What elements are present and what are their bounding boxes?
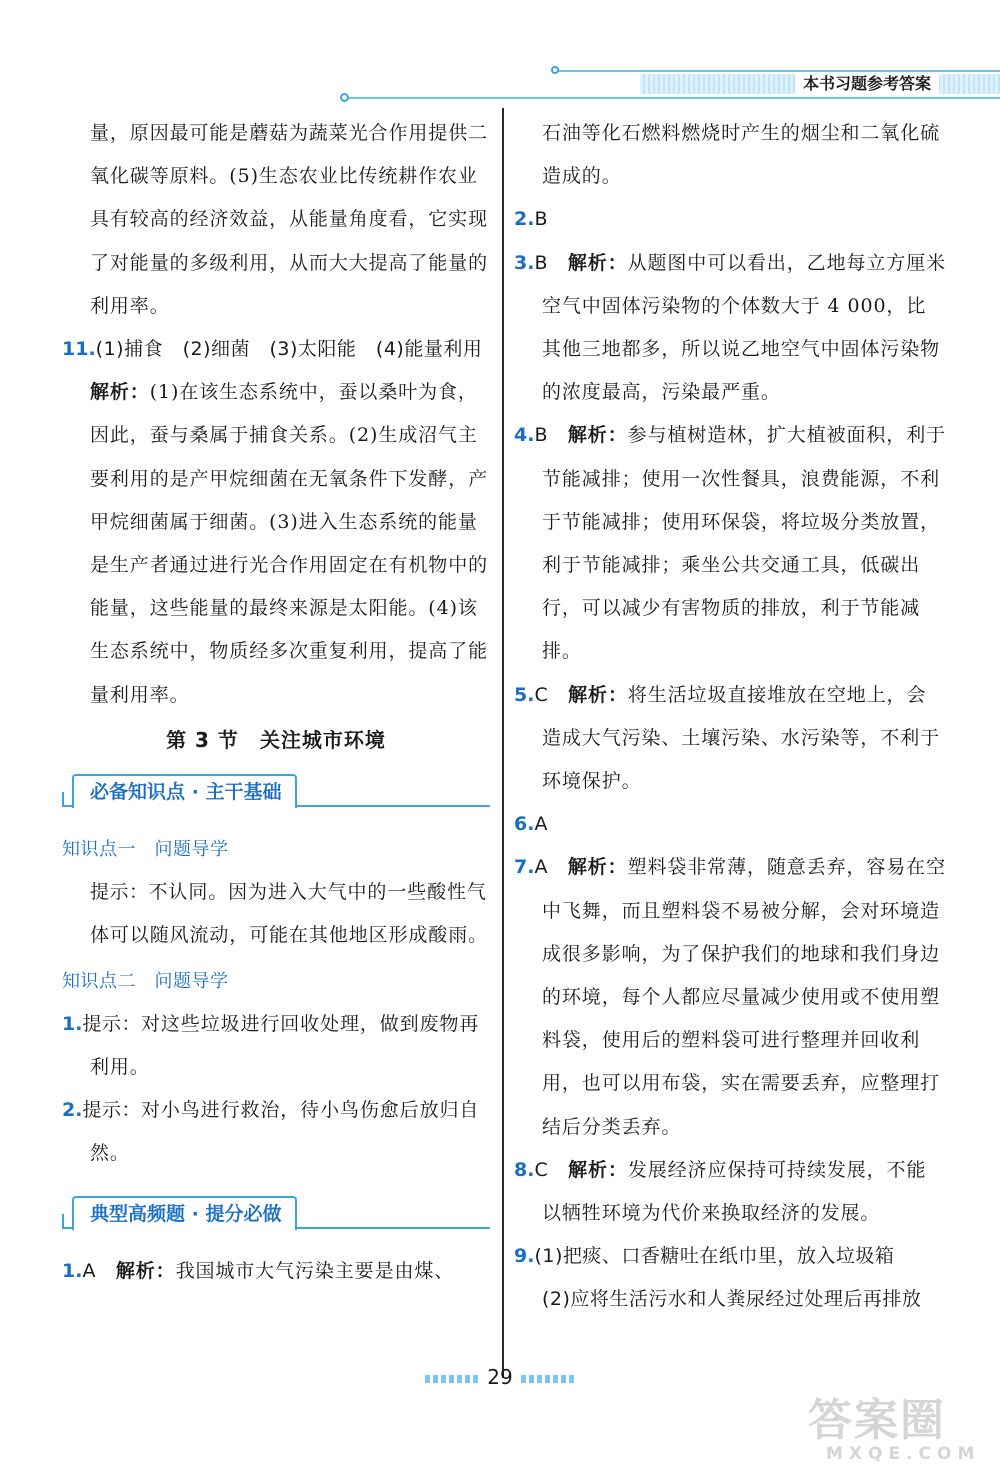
q9-line-2: (2)应将生活污水和人粪尿经过处理后再排放	[542, 1288, 922, 1311]
banner-essential-knowledge	[62, 774, 490, 814]
item-number: 7.	[514, 856, 535, 879]
knowledge-point-2-title: 知识点二 问题导学	[62, 970, 229, 992]
item-number: 3.	[514, 251, 535, 274]
item-text: 参与植树造林，扩大植被面积，利于节能减排；使用一次性餐具，浪费能源，不利于节能减排；使用环保袋，将垃圾分类放置，利于节能减排；乘坐公共交通工具，低碳出行，可以减少有害物质的排放，利于节能减排。	[542, 424, 947, 663]
item-text: 将生活垃圾直接堆放在空地上，会造成大气污染、土壤污染、水污染等，不利于环境保护。	[542, 683, 941, 793]
banner-title: 必备知识点 · 主干基础	[72, 774, 297, 808]
item-text: 从题图中可以看出，乙地每立方厘米空气中固体污染物的个体数大于 4 000，比其他三地都多，所以说乙地空气中固体污染物的浓度最高，污染最严重。	[542, 251, 947, 404]
q9-line-1	[514, 1235, 946, 1278]
kp2-item-number: 1.	[62, 1012, 83, 1035]
hint-text: 对这些垃圾进行回收处理，做到废物再利用。	[90, 1012, 480, 1079]
analysis-label: 解析：	[567, 251, 628, 274]
hint-label: 提示：	[90, 881, 149, 904]
q11-number: 11.	[62, 338, 96, 361]
q11-answer	[62, 328, 490, 371]
hint-text: 对小鸟进行救治，待小鸟伤愈后放归自然。	[90, 1099, 480, 1165]
item-number: 2.	[514, 208, 535, 231]
page-number: 29	[487, 1365, 513, 1389]
q1-continuation: 石油等化石燃料燃烧时产生的烟尘和二氧化硫造成的。	[542, 122, 941, 188]
hint-label: 提示：	[82, 1012, 141, 1035]
left-column	[62, 112, 490, 1293]
item-number: 4.	[514, 424, 535, 447]
analysis-label: 解析：	[568, 683, 628, 706]
kp2-item-number: 2.	[62, 1099, 83, 1122]
item-number: 6.	[514, 813, 535, 836]
analysis-label: 解析：	[90, 381, 150, 404]
item-choice: B	[534, 208, 548, 231]
answer-item	[514, 198, 946, 241]
page-header	[0, 62, 1000, 106]
section-title: 第 3 节 关注城市环境	[166, 727, 386, 752]
answer-item	[514, 242, 946, 415]
analysis-label: 解析：	[568, 1158, 628, 1181]
answer-item	[514, 414, 946, 673]
item-choice: B	[534, 424, 548, 447]
hint-label: 提示：	[82, 1099, 141, 1122]
item-choice: C	[534, 1158, 549, 1181]
q9-line-1-text: (1)把痰、口香糖吐在纸巾里，放入垃圾箱	[534, 1245, 895, 1268]
column-divider	[502, 108, 504, 1378]
analysis-label: 解析：	[567, 424, 628, 447]
footer-deco-right	[521, 1375, 575, 1383]
q1-text: 我国城市大气污染主要是由煤、	[175, 1259, 455, 1282]
q10-continuation: 量，原因最可能是蘑菇为蔬菜光合作用提供二氧化碳等原料。(5)生态农业比传统耕作农业具有较高的经济效益，从能量角度看，它实现了对能量的多级利用，从而大大提高了能量的利用率。	[90, 122, 489, 317]
knowledge-point-1-hint	[62, 871, 490, 957]
q1-number: 1.	[62, 1259, 83, 1282]
item-number: 8.	[514, 1158, 535, 1181]
item-text: 塑料袋非常薄，随意丢弃，容易在空中飞舞，而且塑料袋不易被分解，会对环境造成很多影响，为了保护我们的地球和我们身边的环境，每个人都应尽量减少使用或不使用塑料袋，使用后的塑料袋可进行整理并回收利用，也可以用布袋，实在需要丢弃，应整理打结后分类丢弃。	[542, 856, 946, 1138]
answer-item	[514, 674, 946, 804]
page-footer	[0, 1365, 1000, 1389]
watermark-logo	[808, 1395, 988, 1470]
kp2-item	[62, 1089, 490, 1175]
answer-item	[514, 803, 946, 846]
item-choice: C	[534, 683, 549, 706]
knowledge-point-1-title: 知识点一 问题导学	[62, 839, 229, 861]
q11-analysis-text: (1)在该生态系统中，蚕以桑叶为食，因此，蚕与桑属于捕食关系。(2)生成沼气主要利用的是产甲烷细菌在无氧条件下发酵，产甲烷细菌属于细菌。(3)进入生态系统的能量是生产者通过进行光合作用固定在有机物中的能量，这些能量的最终来源是太阳能。(4)该生态系统中，物质经多次重复利用，提高了能量利用率。	[90, 381, 489, 706]
watermark-text: 答案圈	[808, 1395, 946, 1446]
item-choice: A	[534, 856, 548, 879]
q9-number: 9.	[514, 1245, 535, 1268]
answer-item	[514, 1149, 946, 1235]
q1-answer	[62, 1250, 490, 1293]
banner-high-frequency	[62, 1196, 490, 1236]
q11-analysis	[62, 371, 490, 717]
item-text: 发展经济应保持可持续发展，不能以牺牲环境为代价来换取经济的发展。	[542, 1158, 927, 1225]
header-dot-icon	[551, 66, 559, 74]
header-dot-icon	[340, 93, 349, 102]
watermark-url: MXQE.COM	[826, 1444, 981, 1464]
analysis-label: 解析：	[115, 1259, 176, 1282]
kp2-item	[62, 1003, 490, 1089]
analysis-label: 解析：	[567, 856, 628, 879]
answer-item	[514, 846, 946, 1148]
footer-deco-left	[425, 1375, 479, 1383]
right-column	[514, 112, 946, 1322]
q11-text: (1)捕食 (2)细菌 (3)太阳能 (4)能量利用	[95, 338, 483, 361]
item-choice: A	[534, 813, 548, 836]
header-rule-bottom	[345, 97, 1000, 99]
q1-choice: A	[82, 1259, 96, 1282]
item-choice: B	[534, 251, 548, 274]
hint-text: 不认同。因为进入大气中的一些酸性气体可以随风流动，可能在其他地区形成酸雨。	[90, 881, 489, 947]
item-number: 5.	[514, 683, 535, 706]
header-label: 本书习题参考答案	[795, 72, 939, 96]
banner-title: 典型高频题 · 提分必做	[72, 1196, 297, 1230]
